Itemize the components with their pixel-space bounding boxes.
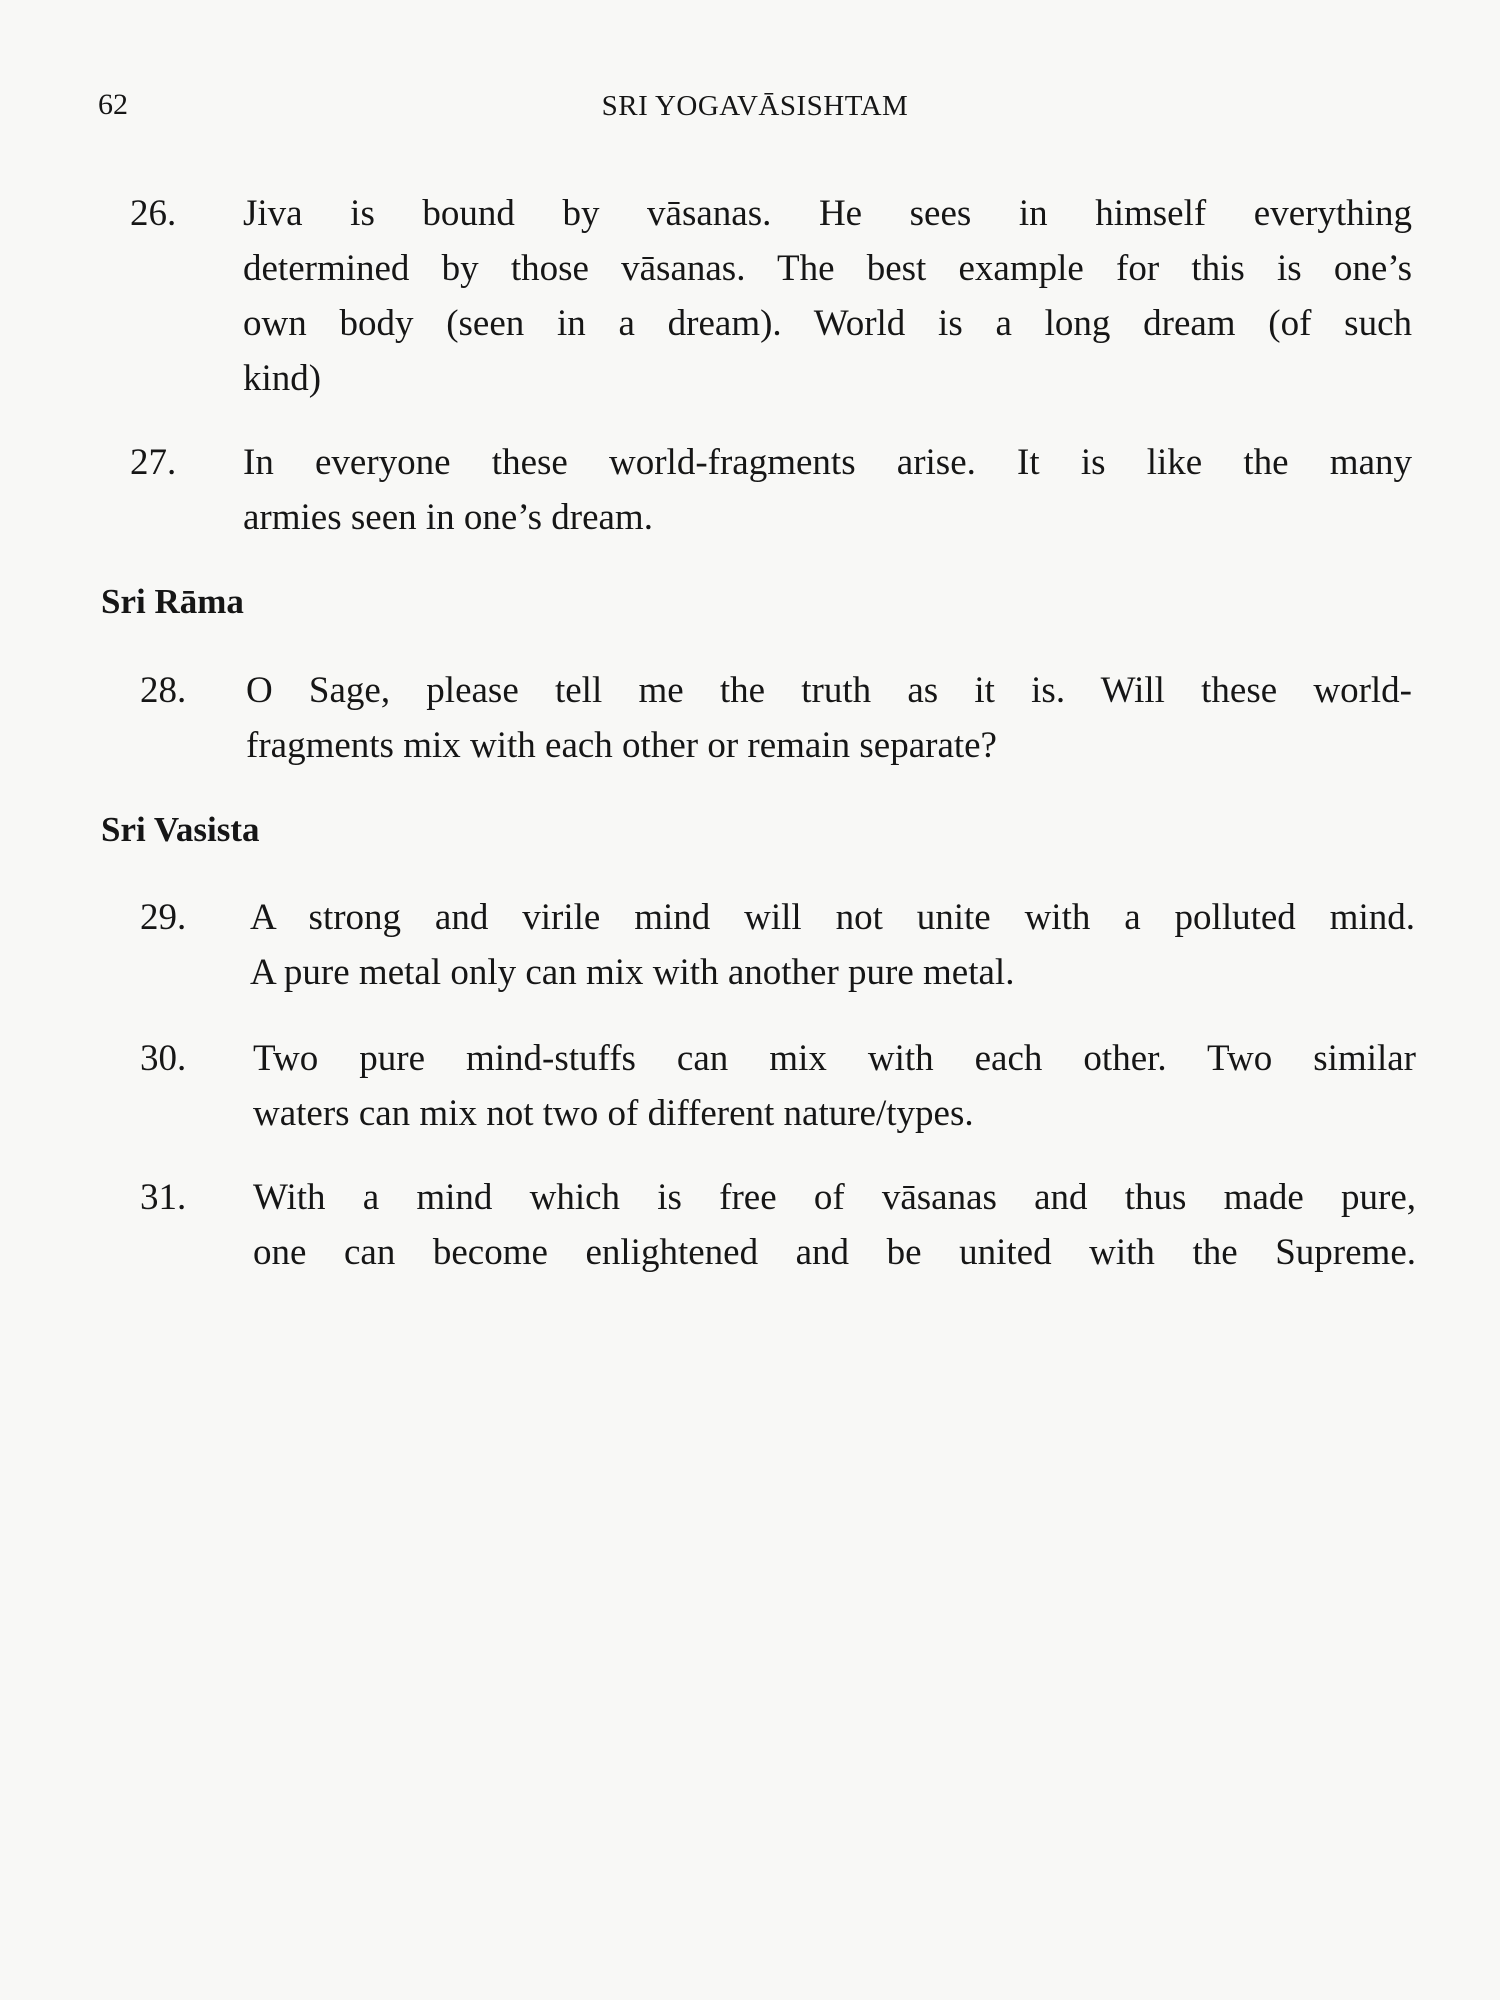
verse-number: 28. [140, 670, 187, 711]
verse-line: A pure metal only can mix with another pure metal. [250, 952, 1015, 993]
speaker-heading: Sri Rāma [101, 582, 244, 621]
verse-number: 30. [140, 1038, 187, 1079]
verse-line: armies seen in one’s dream. [243, 497, 653, 538]
verse-number: 27. [130, 442, 177, 483]
verse-line: determined by those vāsanas. The best example for this is one’s [243, 248, 1412, 289]
verse-number: 29. [140, 897, 187, 938]
verse-number: 26. [130, 193, 177, 234]
speaker-heading: Sri Vasista [101, 810, 260, 849]
verse-line: own body (seen in a dream). World is a long dream (of such [243, 303, 1412, 344]
running-title: SRI YOGAVĀSISHTAM [601, 90, 909, 122]
verse-line: O Sage, please tell me the truth as it is. Will these world- [246, 670, 1412, 711]
verse-line: With a mind which is free of vāsanas and thus made pure, [253, 1177, 1416, 1218]
verse-line: In everyone these world-fragments arise. It is like the many [243, 442, 1412, 483]
verse-line: Jiva is bound by vāsanas. He sees in himself everything [243, 193, 1412, 234]
verse-line: waters can mix not two of different nature/types. [253, 1093, 974, 1134]
verse-line: one can become enlightened and be united with the Supreme. [253, 1232, 1416, 1273]
verse-line: A strong and virile mind will not unite with a polluted mind. [250, 897, 1415, 938]
verse-number: 31. [140, 1177, 187, 1218]
verse-line: kind) [243, 358, 322, 399]
verse-line: fragments mix with each other or remain separate? [246, 725, 997, 766]
verse-line: Two pure mind-stuffs can mix with each other. Two similar [253, 1038, 1416, 1079]
page-number: 62 [98, 88, 128, 121]
